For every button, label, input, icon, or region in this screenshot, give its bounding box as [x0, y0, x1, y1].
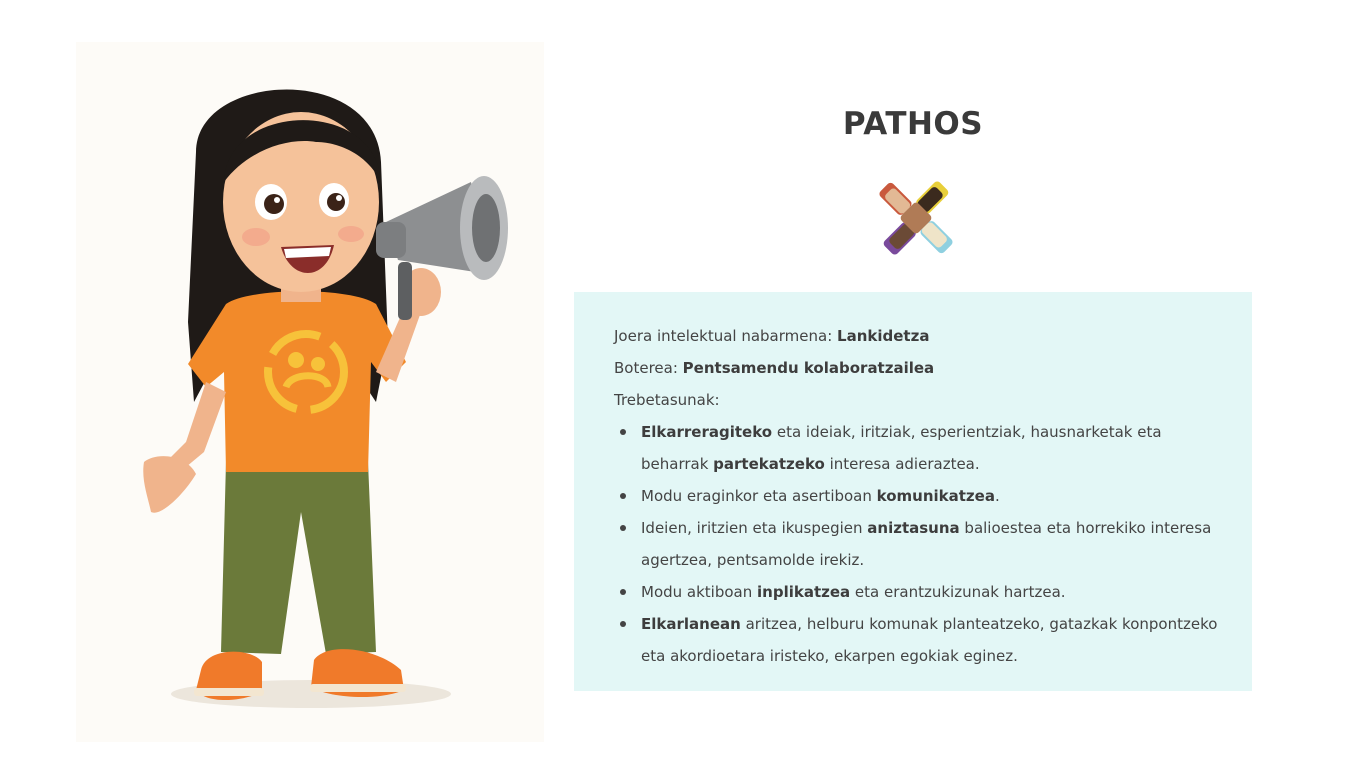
skill-keyword: partekatzeko [713, 455, 825, 473]
skill-text: balioestea eta horrekiko interesa [959, 519, 1212, 537]
skill-text: eta erantzukizunak hartzea. [850, 583, 1066, 601]
skill-text: Modu aktiboan [641, 583, 758, 601]
skill-keyword: komunikatzea [876, 487, 995, 505]
skill-keyword: Elkarlanean [641, 615, 741, 633]
list-item [614, 480, 1212, 512]
skill-text: eta ideiak, iritziak, esperientziak, hausnarketak eta [772, 423, 1162, 441]
skill-text: Modu eraginkor eta asertiboan [641, 487, 877, 505]
skills-info-panel [574, 292, 1252, 691]
skill-keyword: aniztasuna [867, 519, 960, 537]
intellectual-trend-value: Lankidetza [837, 327, 930, 345]
skill-keyword: Elkarreragiteko [641, 423, 773, 441]
list-item [614, 576, 1212, 608]
skill-text: interesa adieraztea. [824, 455, 980, 473]
list-item [614, 416, 1212, 480]
skill-text: agertzea, pentsamolde irekiz. [641, 551, 865, 569]
skills-list [614, 416, 1218, 672]
intellectual-trend-label: Joera intelektual nabarmena: [614, 327, 833, 345]
list-item [614, 608, 1218, 672]
power-line [614, 352, 1212, 384]
skill-text: . [994, 487, 1000, 505]
skill-text: beharrak [641, 455, 714, 473]
joined-hands-icon [866, 170, 966, 266]
page-title: PATHOS [842, 106, 984, 142]
power-label: Boterea: [614, 359, 678, 377]
skill-text: aritzea, helburu komunak planteatzeko, gatazkak konpontzeko [740, 615, 1218, 633]
skill-text: Ideien, iritzien eta ikuspegien [641, 519, 868, 537]
skill-text: eta akordioetara iristeko, ekarpen egokiak eginez. [641, 647, 1018, 665]
girl-with-megaphone-illustration [76, 42, 544, 742]
intellectual-trend-line [614, 320, 1212, 352]
skill-keyword: inplikatzea [757, 583, 851, 601]
skills-label: Trebetasunak: [614, 391, 720, 409]
power-value: Pentsamendu kolaboratzailea [682, 359, 935, 377]
list-item [614, 512, 1212, 576]
